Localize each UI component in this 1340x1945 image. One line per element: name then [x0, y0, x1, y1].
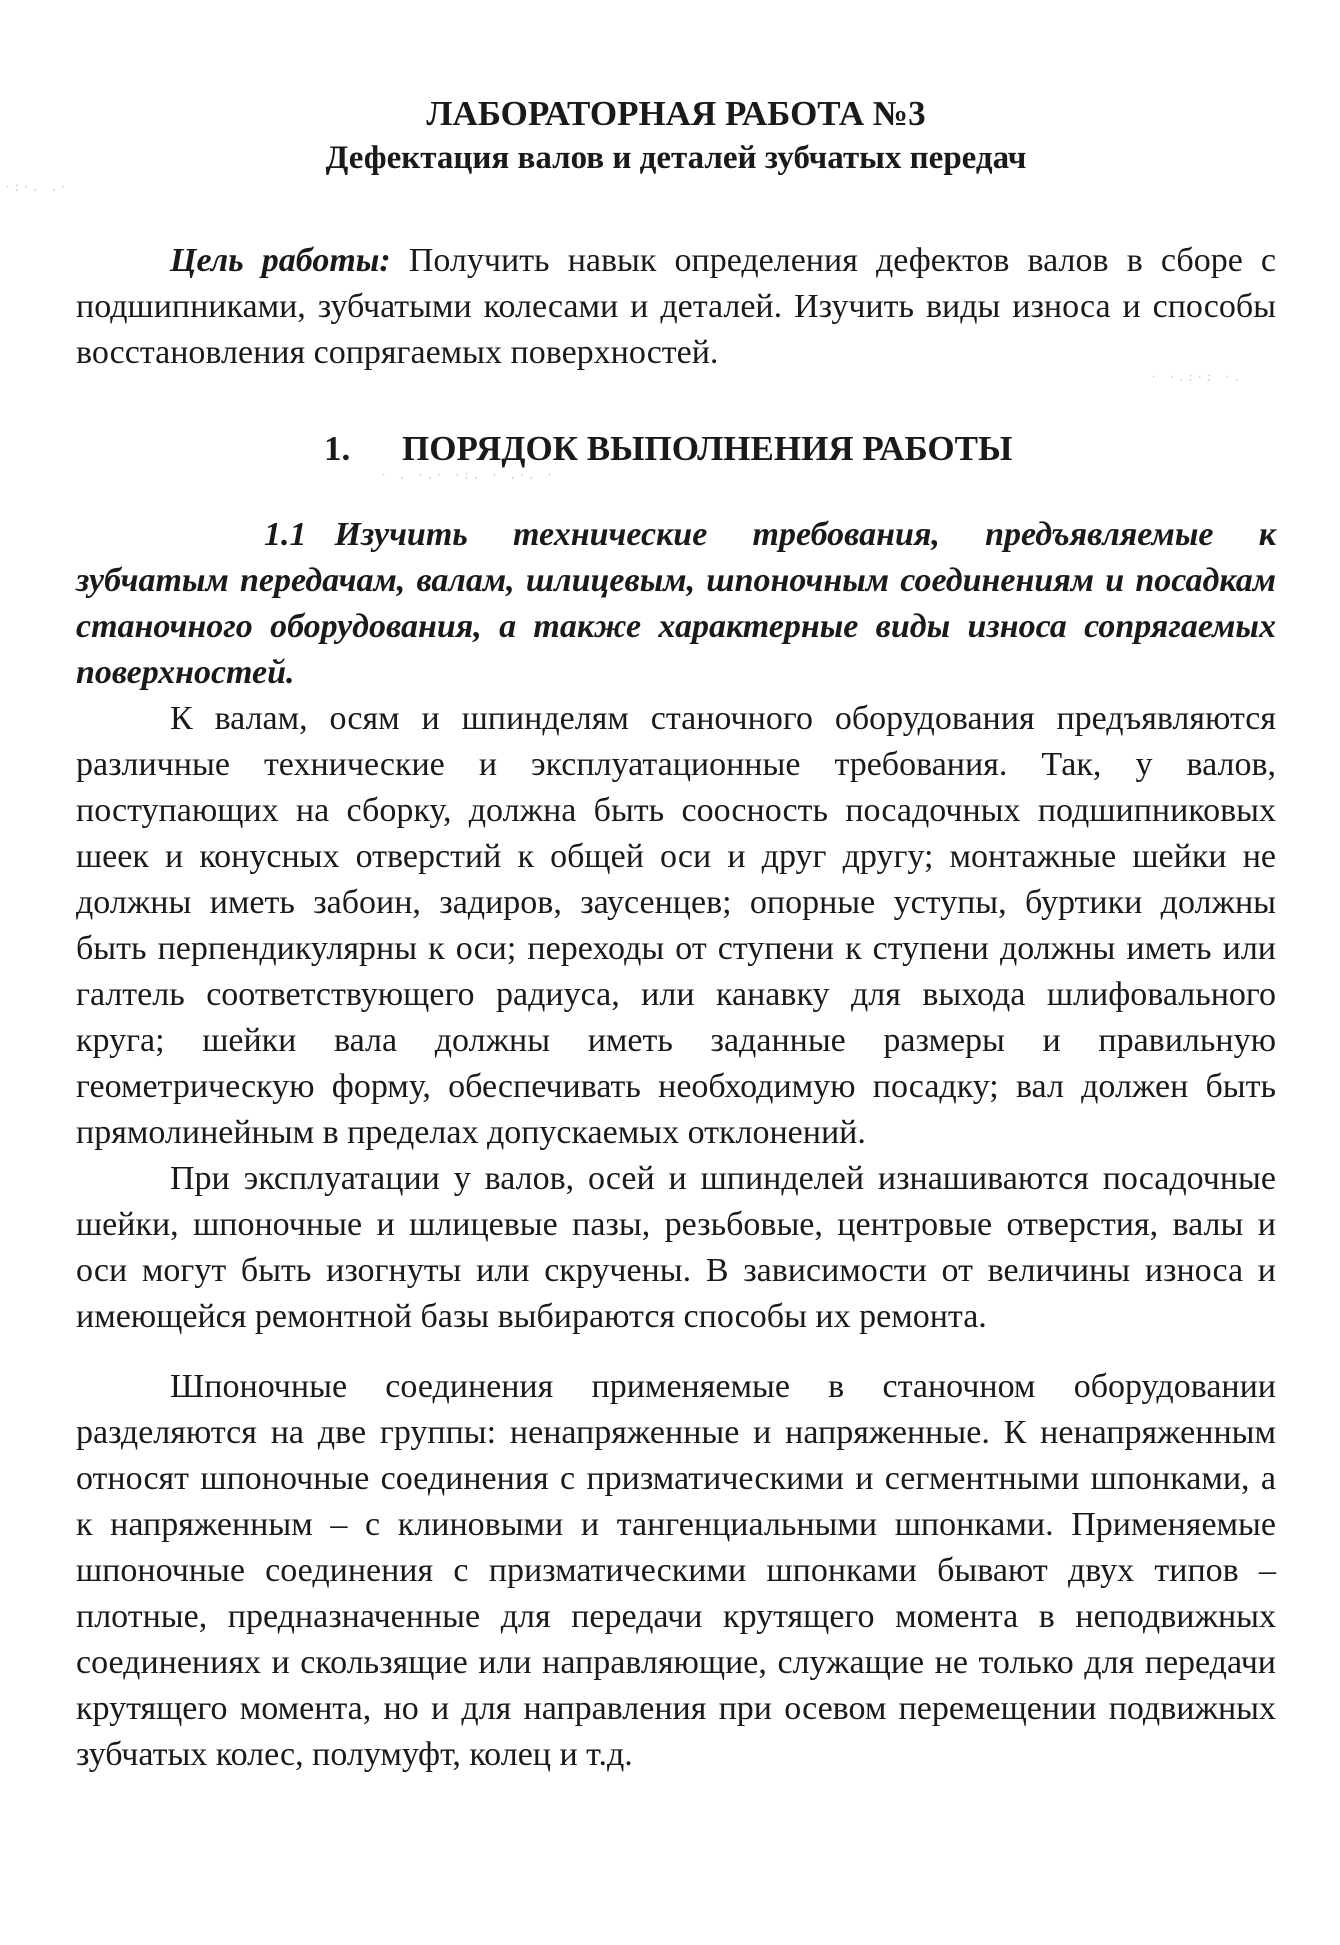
- goal-label: Цель работы:: [170, 242, 391, 279]
- section-number: 1.: [324, 429, 351, 468]
- goal-text: Получить навык определения дефектов валов в сборе с подшипниками, зубчатыми колесами и деталей. Изучить виды износа и способы восстановления сопрягаемых поверхностей.: [76, 242, 1277, 371]
- goal-paragraph: [76, 238, 1276, 376]
- section-title: ПОРЯДОК ВЫПОЛНЕНИЯ РАБОТЫ: [402, 429, 1013, 468]
- section-heading: [76, 426, 1276, 472]
- subsection-title: Изучить технические требования, предъявляемые к зубчатым передачам, валам, шлицевым, шпоночным соединениям и посадкам станочного оборудования, а также характерные виды износа сопрягаемых поверхностей.: [76, 516, 1276, 691]
- subsection-number: 1.1: [264, 516, 307, 553]
- scan-speckle: · ·.:·: ·.: [1150, 370, 1243, 384]
- subsection-heading: [76, 512, 1276, 696]
- body-paragraph: При эксплуатации у валов, осей и шпинделей изнашиваются посадочные шейки, шпоночные и шлицевые пазы, резьбовые, центровые отверстия, валы и оси могут быть изогнуты или скручены. В зависимости от величины износа и имеющейся ремонтной базы выбираются способы их ремонта.: [76, 1160, 1276, 1335]
- body-paragraph: К валам, осям и шпинделям станочного оборудования предъявляются различные технические и эксплуатационные требования. Так, у валов, поступающих на сборку, должна быть соосность посадочных подшипниковых шеек и конусных отверстий к общей оси и друг другу; монтажные шейки не должны иметь забоин, задиров, заусенцев; опорные уступы, буртики должны быть перпендикулярны к оси; переходы от ступени к ступени должны иметь или галтель соответствующего радиуса, или канавку для выхода шлифовального круга; шейки вала должны иметь заданные размеры и правильную геометрическую форму, обеспечивать необходимую посадку; вал должен быть прямолинейным в пределах допускаемых отклонений.: [76, 700, 1276, 1151]
- body-paragraph: Шпоночные соединения применяемые в станочном оборудовании разделяются на две группы: ненапряженные и напряженные. К ненапряженным относят шпоночные соединения с призматическими и сегментными шпонками, а к напряженным – с клиновыми и тангенциальными шпонками. Применяемые шпоночные соединения с призматическими шпонками бывают двух типов – плотные, предназначенные для передачи крутящего момента в неподвижных соединениях и скользящие или направляющие, служащие не только для передачи крутящего момента, но и для направления при осевом перемещении подвижных зубчатых колес, полумуфт, колец и т.д.: [76, 1368, 1276, 1773]
- scan-speckle: ·:·. .·: [4, 180, 69, 194]
- document-page: [76, 70, 1276, 1778]
- lab-subtitle: Дефектация валов и деталей зубчатых передач: [325, 140, 1027, 176]
- scan-speckle: · . ·.· ·:. · .·. ·: [380, 468, 556, 482]
- lab-title: ЛАБОРАТОРНАЯ РАБОТА №3: [426, 94, 926, 133]
